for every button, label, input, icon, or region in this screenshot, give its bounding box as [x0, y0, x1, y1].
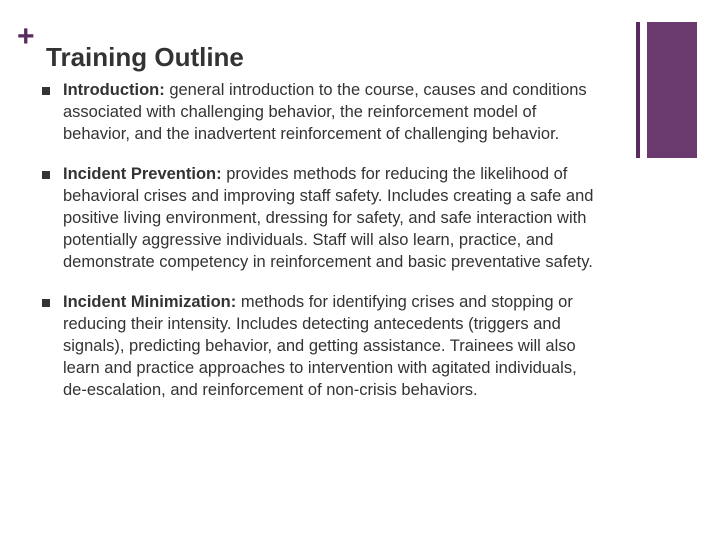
slide-title: Training Outline	[46, 42, 244, 72]
bullet-incident-minimization	[40, 292, 600, 401]
bullet-text: methods for identifying crises and stopping or reducing their intensity. Includes detecting antecedents (triggers and signals), predicting behavior, and getting assistance. Trainees will also learn and practice approaches to intervention with agitated individuals, de-escalation, and reinforcement of non-crisis behaviors.	[63, 293, 577, 399]
accent-bar-thick	[647, 22, 697, 158]
bullet-incident-prevention	[40, 164, 600, 273]
bullet-heading: Introduction:	[63, 81, 165, 99]
plus-icon: +	[17, 20, 35, 53]
bullet-introduction	[40, 80, 600, 145]
square-bullet-icon	[42, 87, 50, 95]
square-bullet-icon	[42, 299, 50, 307]
bullet-text: provides methods for reducing the likelihood of behavioral crises and improving staff safety. Includes creating a safe and positive living environment, dressing for safety, and safe interaction with potentially aggressive individuals. Staff will also learn, practice, and demonstrate competency in reinforcement and basic preventative safety.	[63, 165, 594, 271]
bullet-heading: Incident Minimization:	[63, 293, 237, 312]
accent-bar-thin	[636, 22, 640, 158]
square-bullet-icon	[42, 171, 50, 179]
bullet-list	[40, 80, 600, 420]
bullet-heading: Incident Prevention:	[63, 165, 222, 184]
bullet-text: general introduction to the course, causes and conditions associated with challenging behavior, the reinforcement model of behavior, and the inadvertent reinforcement of challenging behavior.	[63, 81, 587, 143]
